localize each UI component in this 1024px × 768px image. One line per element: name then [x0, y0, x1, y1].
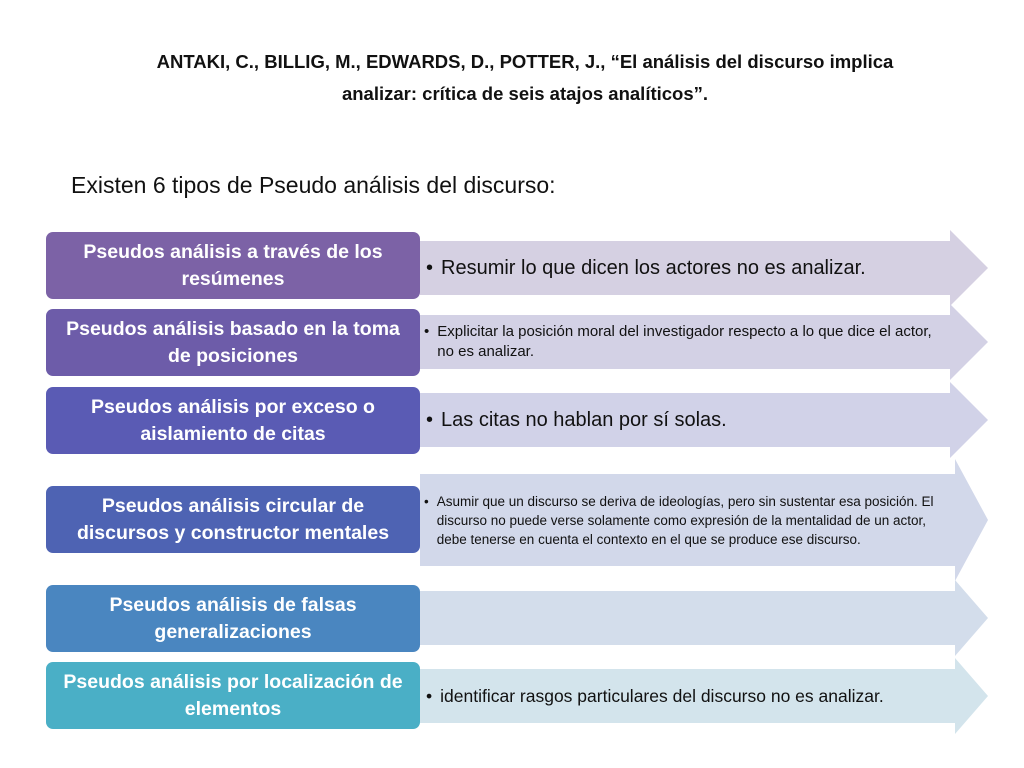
bullet-3: •	[426, 409, 434, 431]
desc-toma-de-posiciones	[420, 315, 940, 369]
label-falsas-generalizaciones: Pseudos análisis de falsas generalizaciones	[46, 585, 420, 652]
label-localizacion-elementos: Pseudos análisis por localización de elementos	[46, 662, 420, 729]
bullet-4: •	[424, 493, 429, 509]
desc-resumenes	[420, 241, 940, 295]
bullet-2: •	[424, 323, 430, 340]
desc-text-2: Explicitar la posición moral del investigador respecto a lo que dice el actor, no es analizar.	[437, 323, 932, 360]
citation-line-1: ANTAKI, C., BILLIG, M., EDWARDS, D., POTTER, J., “El análisis del discurso implica	[156, 51, 894, 72]
desc-localizacion-elementos	[420, 669, 890, 723]
desc-falsas-generalizaciones	[420, 591, 940, 645]
label-circular-discursos: Pseudos análisis circular de discursos y constructor mentales	[46, 486, 420, 553]
desc-exceso-citas	[420, 393, 940, 447]
desc-text-3: Las citas no hablan por sí solas.	[441, 409, 727, 431]
intro-text: Existen 6 tipos de Pseudo análisis del discurso:	[71, 172, 556, 198]
label-toma-de-posiciones: Pseudos análisis basado en la toma de posiciones	[46, 309, 420, 376]
desc-text-6: identificar rasgos particulares del discurso no es analizar.	[440, 686, 884, 706]
bullet-6: •	[426, 686, 433, 706]
citation-line-2: analizar: crítica de seis atajos analíticos”.	[341, 83, 709, 104]
bullet-1: •	[426, 257, 434, 279]
desc-text-1: Resumir lo que dicen los actores no es analizar.	[441, 257, 866, 279]
desc-text-4: Asumir que un discurso se deriva de ideologías, pero sin sustentar esa posición. El discurso no puede verse solamente como expresión de la mentalidad de un actor, debe tenerse en cuenta el contexto en el que se produce ese discurso.	[436, 493, 934, 547]
desc-circular-discursos	[420, 474, 944, 566]
label-exceso-citas: Pseudos análisis por exceso o aislamiento de citas	[46, 387, 420, 454]
label-resumenes: Pseudos análisis a través de los resúmenes	[46, 232, 420, 299]
